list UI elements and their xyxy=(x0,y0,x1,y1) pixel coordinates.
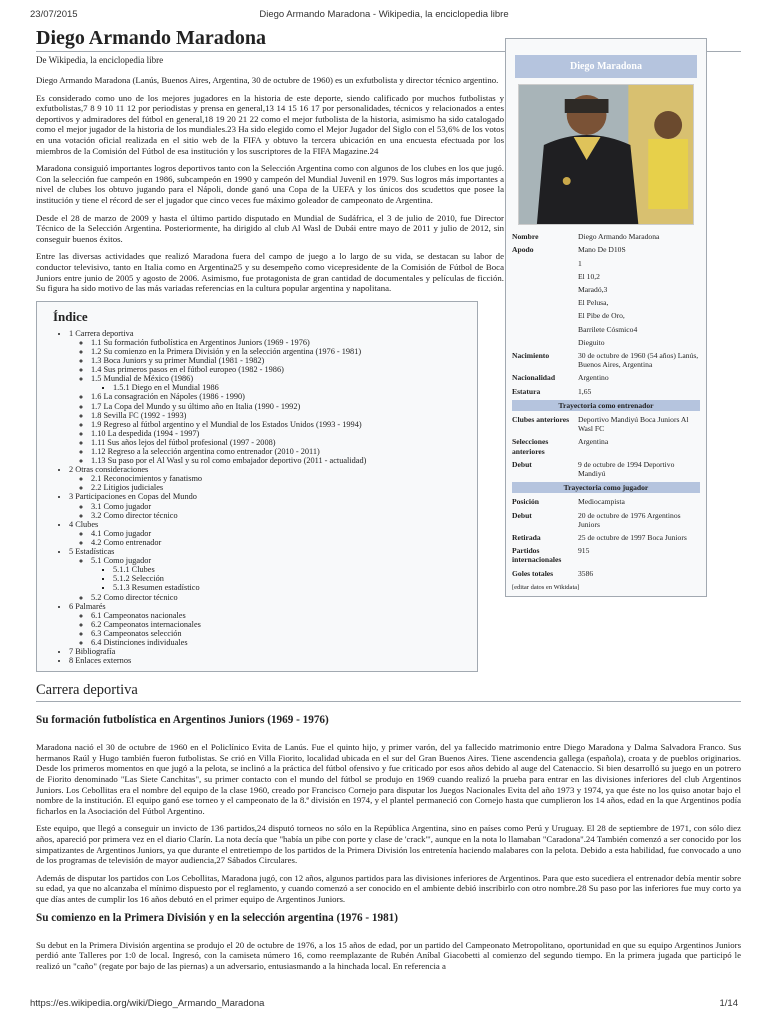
toc-item[interactable] xyxy=(91,556,467,592)
toc-item[interactable] xyxy=(69,465,467,492)
infobox-value: Argentino xyxy=(578,373,609,383)
infobox-value: 9 de octubre de 1994 Deportivo Mandiyú xyxy=(578,459,675,479)
toc-item[interactable] xyxy=(69,656,467,665)
toc-item-label[interactable]: 5.1.2 Selección xyxy=(113,574,164,584)
infobox-row xyxy=(506,283,706,296)
infobox-row xyxy=(506,243,706,256)
lead-paragraph: Desde el 28 de marzo de 2009 y hasta el último partido disputado en Mundial de Sudáfrica, el 3 de julio de 2010, fue Director Técnico de la Selección Argentina. Posteriormente, ha dirigido al club Al Wasl de Dubái entre mayo de 2011 y julio de 2012, sin conseguir buenos éxitos. xyxy=(36,212,504,244)
toc-item[interactable] xyxy=(113,574,467,583)
infobox xyxy=(505,38,707,597)
infobox-row xyxy=(506,257,706,270)
body-paragraph: Maradona nació el 30 de octubre de 1960 en el Policlínico Evita de Lanús. Fue el quinto hijo, y primer varón, del ya fallecido matrimonio entre Diego Maradona y Dalma Salvadora Franco. Sus hermanos Raúl y Hugo también fueron futbolistas. Se crió en Villa Fiorito, localidad ubicada en el sur del Gran Buenos Aires. Tiene ascendencia gallega (española), croata y de pueblos originarios. Desde los primeros momentos en que jugó a la pelota, se inclinó a la práctica del fútbol ofensivo y fue criticado por esos años debido al auge del Catenaccio. Si bien desarrolló su juego en un potrero de Fiorito denominado "Las Siete Canchitas", su primer contacto con el mundo del fútbol se produjo en 1969 cuando realizó la prueba para entrar en las divisiones inferiores del club Argentinos Juniors. Los Cebollitas era el nombre del equipo de la clase 1960, creado por Francisco Cornejo para disputar los Juegos Nacionales Evita del año 1973 y 1974, ya que éste no los quiso anotar bajo el nombre de la institución. El equipo ganó ese torneo y el campeonato de la 8.ª división en 1974, y el plantel permaneció con Cornejo hasta que cumplieron los 14 años, edad en la que Argentinos podía ficharlos en la Asociación del Fútbol Argentino. xyxy=(36,742,741,816)
toc-item-label[interactable]: 1.6 La consagración en Nápoles (1986 - 1990) xyxy=(91,392,245,402)
infobox-player-rows xyxy=(506,495,706,579)
toc-item-label[interactable]: 2.2 Litigios judiciales xyxy=(91,483,164,493)
infobox-value: Mano De D10S xyxy=(578,245,626,255)
toc-item-label[interactable]: 3.1 Como jugador xyxy=(91,501,152,511)
infobox-key: Goles totales xyxy=(512,568,554,578)
infobox-key xyxy=(512,325,578,334)
toc-item[interactable] xyxy=(69,520,467,547)
infobox-row xyxy=(506,509,706,531)
toc-item-label[interactable]: 6 Palmarés xyxy=(69,601,106,611)
infobox-key: Retirada xyxy=(512,533,541,543)
toc-item[interactable] xyxy=(91,347,467,356)
infobox-key: Debut xyxy=(512,459,532,469)
toc-item-label[interactable]: 8 Enlaces externos xyxy=(69,656,132,666)
toc-item[interactable] xyxy=(91,502,467,511)
page-title: Diego Armando Maradona xyxy=(36,26,741,52)
infobox-value: 1,65 xyxy=(578,386,592,396)
toc-item[interactable] xyxy=(91,529,467,538)
infobox-key: Nombre xyxy=(512,232,539,242)
infobox-row xyxy=(506,531,706,544)
infobox-key: Clubes anteriores xyxy=(512,415,570,425)
infobox-row xyxy=(506,270,706,283)
infobox-row xyxy=(506,458,706,480)
toc-item-label[interactable]: 1.7 La Copa del Mundo y su último año en Italia (1990 - 1992) xyxy=(91,401,301,411)
toc-item[interactable] xyxy=(69,492,467,519)
infobox-player-heading: Trayectoria como jugador xyxy=(512,482,700,493)
infobox-value: 25 de octubre de 1997 Boca Juniors xyxy=(578,533,687,543)
toc-item-label[interactable]: 6.3 Campeonatos selección xyxy=(91,628,182,638)
toc-item[interactable] xyxy=(91,338,467,347)
section-heading: Carrera deportiva xyxy=(36,682,741,702)
toc-item-label[interactable]: 1.3 Boca Juniors y su primer Mundial (1981 - 1982) xyxy=(91,356,265,366)
page-subtitle: De Wikipedia, la enciclopedia libre xyxy=(36,55,164,65)
print-url: https://es.wikipedia.org/wiki/Diego_Armando_Maradona xyxy=(30,998,265,1009)
infobox-value: Argentina xyxy=(578,437,609,447)
infobox-key: Debut xyxy=(512,510,532,520)
toc-item-label[interactable]: 6.1 Campeonatos nacionales xyxy=(91,610,186,620)
subsection-heading: Su formación futbolística en Argentinos Juniors (1969 - 1976) xyxy=(36,714,329,727)
infobox-value: 30 de octubre de 1960 (54 años) Lanús, Buenos Aires, Argentina xyxy=(578,351,699,370)
toc-item-label[interactable]: 1.13 Su paso por el Al Wasl y su rol como embajador deportivo (2011 - actualidad) xyxy=(91,456,367,466)
infobox-key xyxy=(512,272,578,281)
toc-item-label[interactable]: 3 Participaciones en Copas del Mundo xyxy=(69,492,197,502)
body-paragraph: Su debut en la Primera División argentina se produjo el 20 de octubre de 1976, a los 15 años de edad, por un partido del Campeonato Metropolitano, oportunidad en que su equipo Argentinos Juniors perdió ante Talleres por 1:0 de local. Ingresó, con la camiseta número 16, como reemplazante de Rubén Aníbal Giacobetti al comienzo del segundo tiempo. En la primera jugada que participó le realizó un "caño" (regate por bajo de las piernas) a un adversario, entusiasmando a la hinchada local. En referencia a xyxy=(36,939,741,971)
infobox-key xyxy=(512,298,578,307)
toc-item[interactable] xyxy=(91,429,467,438)
toc-item[interactable] xyxy=(91,593,467,602)
infobox-row xyxy=(506,495,706,508)
toc-title: Índice xyxy=(53,308,88,324)
toc-item-label[interactable]: 1.4 Sus primeros pasos en el fútbol europeo (1982 - 1986) xyxy=(91,365,284,375)
infobox-key xyxy=(512,311,578,320)
toc-item-label[interactable]: 1.10 La despedida (1994 - 1997) xyxy=(91,428,200,438)
infobox-value: Dieguito xyxy=(578,337,605,347)
toc-item-label[interactable]: 5.1.3 Resumen estadístico xyxy=(113,583,200,593)
toc-item[interactable] xyxy=(69,647,467,656)
toc-list xyxy=(47,329,467,665)
infobox-row xyxy=(506,296,706,309)
infobox-value: El Pelusa, xyxy=(578,298,609,308)
toc-item-label[interactable]: 4 Clubes xyxy=(69,519,99,529)
toc-item-label[interactable]: 4.2 Como entrenador xyxy=(91,537,162,547)
wikidata-edit-link[interactable]: [editar datos en Wikidata] xyxy=(512,583,580,591)
infobox-key xyxy=(512,338,578,347)
infobox-key: Partidos internacionales xyxy=(512,546,562,565)
infobox-rows xyxy=(506,230,706,398)
toc-item-label[interactable]: 7 Bibliografía xyxy=(69,647,116,657)
toc-item[interactable] xyxy=(91,638,467,647)
toc-item[interactable] xyxy=(69,547,467,602)
toc-item-label[interactable]: 2 Otras consideraciones xyxy=(69,465,149,475)
infobox-row xyxy=(506,544,706,566)
toc-item[interactable] xyxy=(91,511,467,520)
toc-item-label[interactable]: 1.11 Sus años lejos del fútbol profesional (1997 - 2008) xyxy=(91,437,276,447)
toc-item-label[interactable]: 1.12 Regreso a la selección argentina como entrenador (2010 - 2011) xyxy=(91,447,320,456)
toc-item-label[interactable]: 5.1 Como jugador xyxy=(91,556,152,566)
toc-item-label[interactable]: 5.2 Como director técnico xyxy=(91,592,178,602)
toc-item-label[interactable]: 1.5.1 Diego en el Mundial 1986 xyxy=(113,383,219,393)
toc-item-label[interactable]: 6.2 Campeonatos internacionales xyxy=(91,619,201,629)
table-of-contents xyxy=(36,301,478,673)
infobox-key: Estatura xyxy=(512,386,541,396)
toc-item[interactable] xyxy=(113,565,467,574)
infobox-key xyxy=(512,285,578,294)
print-date: 23/07/2015 xyxy=(30,9,78,20)
infobox-title: Diego Maradona xyxy=(515,55,697,78)
print-header xyxy=(30,9,738,23)
infobox-row xyxy=(506,413,706,435)
infobox-key: Apodo xyxy=(512,245,534,255)
infobox-key: Nacimiento xyxy=(512,351,550,361)
infobox-value: 1 xyxy=(578,258,582,268)
infobox-row xyxy=(506,309,706,322)
toc-item[interactable] xyxy=(91,356,467,365)
lead-paragraph: Diego Armando Maradona (Lanús, Buenos Aires, Argentina, 30 de octubre de 1960) es un exfutbolista y director técnico argentino. xyxy=(36,75,499,85)
infobox-value: 915 xyxy=(578,546,590,556)
infobox-row xyxy=(506,336,706,349)
infobox-row xyxy=(506,323,706,336)
infobox-value: El Pibe de Oro, xyxy=(578,311,625,321)
subsection-heading: Su comienzo en la Primera División y en la selección argentina (1976 - 1981) xyxy=(36,911,398,924)
toc-item[interactable] xyxy=(91,411,467,420)
print-title: Diego Armando Maradona - Wikipedia, la enciclopedia libre xyxy=(259,9,509,20)
toc-item[interactable] xyxy=(91,420,467,429)
infobox-value: Barrilete Cósmico4 xyxy=(578,324,638,334)
toc-item[interactable] xyxy=(91,438,467,447)
lead-section xyxy=(36,75,504,301)
toc-item-label[interactable]: 3.2 Como director técnico xyxy=(91,510,178,520)
infobox-coach-heading: Trayectoria como entrenador xyxy=(512,400,700,411)
toc-item-label[interactable]: 5.1.1 Clubes xyxy=(113,565,155,575)
infobox-value: Mediocampista xyxy=(578,497,625,507)
toc-item[interactable] xyxy=(91,474,467,483)
infobox-key: Selecciones anteriores xyxy=(512,437,549,456)
toc-item-label[interactable]: 5 Estadísticas xyxy=(69,547,115,557)
toc-item[interactable] xyxy=(91,620,467,629)
toc-item[interactable] xyxy=(91,374,467,392)
lead-paragraph: Entre las diversas actividades que realizó Maradona fuera del campo de juego a lo largo de su vida, se destacan su labor de conductor televisivo, tanto en Italia como en Argentina25 y su desempeño como vicepresidente de la Comisión de Fútbol de Boca Juniors entre junio de 2005 y agosto de 2006. Asimismo, fue protagonista de gran cantidad de documentales y películas de ficción. Su figura ha sido motivo de las más variadas referencias en la cultura popular argentina y napolitana. xyxy=(36,251,504,294)
portrait-photo xyxy=(518,84,694,225)
toc-item[interactable] xyxy=(113,583,467,592)
toc-item[interactable] xyxy=(91,392,467,401)
infobox-row xyxy=(506,349,706,371)
infobox-value: Diego Armando Maradona xyxy=(578,232,660,242)
infobox-value: 3586 xyxy=(578,568,594,578)
infobox-row xyxy=(506,230,706,243)
infobox-coach-rows xyxy=(506,413,706,480)
toc-item-label[interactable]: 1.1 Su formación futbolística en Argentinos Juniors (1969 - 1976) xyxy=(91,337,310,347)
toc-item[interactable] xyxy=(69,329,467,465)
toc-item-label[interactable]: 1.9 Regreso al fútbol argentino y el Mundial de los Estados Unidos (1993 - 1994) xyxy=(91,419,362,429)
lead-paragraph: Es considerado como uno de los mejores jugadores en la historia de este deporte, siendo calificado por muchos futbolistas y exfutbolistas,7 8 9 10 11 12 por periodistas y prensa en general,13 14 15 16 17 por personalidades, técnicos y relacionados a entes deportivos y admiradores del fútbol en general,18 19 20 21 22 como el mejor futbolista de la historia, asimismo ha sido catalogado como el mejor jugador de la historia de los mundiales.23 Ha sido elegido como el Mejor Jugador del Siglo con el 53,6% de los votos en una votación oficial realizada en el sitio web de la FIFA y obtuvo la tercera ubicación en una encuesta efectuada por los miembros de la Comisión del Fútbol de esa institución y los suscriptores de la FIFA Magazine.24 xyxy=(36,92,504,156)
toc-item[interactable] xyxy=(69,602,467,647)
infobox-row xyxy=(506,371,706,384)
toc-item[interactable] xyxy=(91,402,467,411)
toc-item-label[interactable]: 1.8 Sevilla FC (1992 - 1993) xyxy=(91,410,187,420)
infobox-value: Deportivo Mandiyú Boca Juniors Al Wasl FC xyxy=(578,415,689,434)
toc-item-label[interactable]: 2.1 Reconocimientos y fanatismo xyxy=(91,474,203,484)
toc-item-label[interactable]: 1.2 Su comienzo en la Primera División y en la selección argentina (1976 - 1981) xyxy=(91,346,362,356)
toc-item[interactable] xyxy=(91,365,467,374)
toc-item[interactable] xyxy=(91,483,467,492)
toc-item[interactable] xyxy=(91,447,467,456)
infobox-value: El 10,2 xyxy=(578,271,600,281)
page-number: 1/14 xyxy=(719,998,738,1009)
toc-item-label[interactable]: 1.5 Mundial de México (1986) xyxy=(91,374,194,384)
lead-paragraph: Maradona consiguió importantes logros deportivos tanto con la Selección Argentina como con algunos de los clubes en los que jugó. Con la selección fue campeón en 1986, subcampeón en 1990 y campeón del Mundial Juvenil en 1979. Sus logros más importantes a nivel de clubes los obtuvo jugando para el Nápoli, donde ganó una Copa de la UEFA y los únicos dos scudettos que posee la institución y tiene el récord de ser el jugador que cinco veces fue máximo goleador de campeonato de Argentina. xyxy=(36,163,504,205)
toc-item-label[interactable]: 6.4 Distinciones individuales xyxy=(91,637,188,647)
toc-item[interactable] xyxy=(113,383,467,392)
body-paragraph: Además de disputar los partidos con Los Cebollitas, Maradona jugó, con 12 años, algunos partidos para las divisiones inferiores de Argentinos. Para que esto sucediera el entrenador debía mentir sobre su edad, ya que no alcanzaba el mínimo dispuesto por el reglamento, y cuando comenzó a ser conocido en el ambiente debió inscribirlo con otro nombre.28 Su paso por las inferiores fue muy corto ya que días antes de cumplir los 16 años debutó en el primer equipo de Argentinos Juniors. xyxy=(36,872,741,904)
body-paragraph: Este equipo, que llegó a conseguir un invicto de 136 partidos,24 disputó torneos no sólo en la República Argentina, sino en países como Perú y Uruguay. El 28 de septiembre de 1971, con sólo diez años, apareció por primera vez en el diario Clarín. La nota decía que "había un pibe con porte y clase de 'crack'", aunque en la nota lo llamaban "Caradona".24 También comenzó a ser conocido por los simpatizantes de Argentinos Juniors, ya que durante el entretiempo de los partidos de la Primera División los entretenía haciendo malabares con la pelota. Debido a esta habilidad, fue convocado a uno de los programas de televisión de mayor audiencia,27 Sábados Circulares. xyxy=(36,823,741,866)
infobox-key xyxy=(512,259,578,268)
infobox-value: 20 de octubre de 1976 Argentinos Juniors xyxy=(578,510,681,529)
infobox-value: Maradó,3 xyxy=(578,285,608,295)
toc-item-label[interactable]: 4.1 Como jugador xyxy=(91,528,152,538)
toc-item[interactable] xyxy=(91,456,467,465)
infobox-row xyxy=(506,567,706,580)
toc-item[interactable] xyxy=(91,629,467,638)
toc-item[interactable] xyxy=(91,538,467,547)
print-footer xyxy=(30,998,738,1012)
infobox-row xyxy=(506,385,706,398)
infobox-row xyxy=(506,435,706,457)
toc-item[interactable] xyxy=(91,611,467,620)
toc-item-label[interactable]: 1 Carrera deportiva xyxy=(69,328,134,338)
infobox-key: Posición xyxy=(512,497,540,507)
infobox-key: Nacionalidad xyxy=(512,373,556,383)
